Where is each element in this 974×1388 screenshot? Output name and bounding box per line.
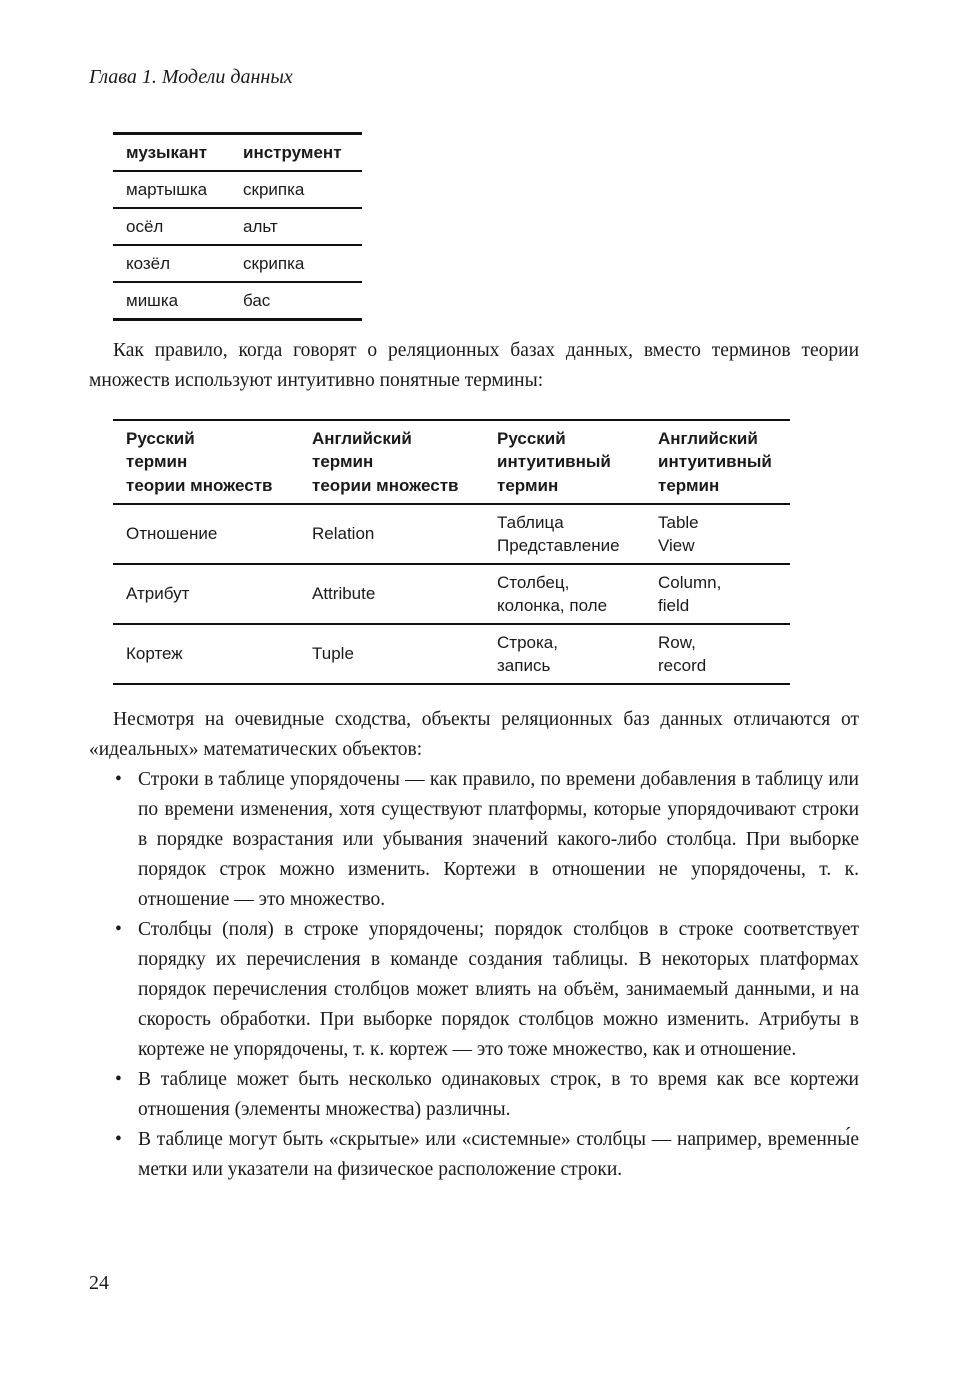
running-head: Глава 1. Модели данных: [89, 66, 293, 88]
table-row: [113, 171, 362, 208]
table-cell: [113, 624, 299, 684]
cell-text: Table: [658, 512, 699, 532]
bullet-icon: •: [115, 1069, 122, 1090]
paragraph-text: Несмотря на очевидные сходства, объекты реляционных баз данных отличаются от «идеальных» математических объектов:: [89, 709, 859, 760]
header-line: интуитивный: [497, 452, 611, 472]
header-line: теории множеств: [312, 475, 459, 495]
table-row: [113, 564, 790, 624]
table-row: [113, 208, 362, 245]
list-item: [89, 915, 859, 1065]
table-cell: [484, 564, 645, 624]
paragraph-differences: [89, 705, 859, 765]
cell-text: Таблица: [497, 512, 564, 532]
cell-text: Attribute: [312, 584, 376, 604]
header-line: Русский: [126, 428, 195, 448]
table-row: [113, 245, 362, 282]
cell-text: Атрибут: [126, 584, 190, 604]
cell-text: Строка,: [497, 632, 558, 652]
table-cell: [484, 504, 645, 564]
table-cell: [645, 624, 790, 684]
cell-text: Кортеж: [126, 644, 183, 664]
table-cell: осёл: [113, 208, 230, 245]
cell-text: record: [658, 656, 707, 675]
cell-text: Row,: [658, 632, 696, 652]
list-item-text: В таблице могут быть «скрытые» или «системные» столбцы — например, временны́е метки или указатели на физическое расположение строки.: [138, 1129, 859, 1180]
table-header-row: [113, 134, 362, 172]
cell-text: колонка, поле: [497, 596, 608, 615]
table-row: [113, 282, 362, 320]
header-line: термин: [312, 452, 374, 472]
cell-text: Отношение: [126, 524, 218, 544]
header-line: термин: [658, 475, 720, 495]
cell-text: Столбец,: [497, 572, 570, 592]
list-item: [89, 765, 859, 915]
table-cell: [484, 624, 645, 684]
table-cell: [299, 624, 484, 684]
table-cell: мишка: [113, 282, 230, 320]
header-cell: инструмент: [230, 134, 362, 172]
header-cell: [113, 420, 299, 504]
table-row: [113, 504, 790, 564]
header-line: термин: [126, 452, 188, 472]
header-line: интуитивный: [658, 452, 772, 472]
header-cell: [645, 420, 790, 504]
list-item: [89, 1065, 859, 1125]
table-cell: [645, 504, 790, 564]
cell-text: запись: [497, 656, 551, 675]
list-item-text: Строки в таблице упорядочены — как правило, по времени добавления в таблицу или по времени изменения, хотя существуют платформы, которые упорядочивают строки в порядке возрастания или убывания значений какого-либо столбца. При выборке порядок строк можно изменить. Кортежи в отношении не упорядочены, т. к. отношение — это множество.: [138, 769, 859, 910]
table-cell: скрипка: [230, 245, 362, 282]
table-cell: бас: [230, 282, 362, 320]
terms-table: [113, 419, 790, 685]
list-item-text: Столбцы (поля) в строке упорядочены; порядок столбцов в строке соответствует порядку их перечисления в команде создания таблицы. В некоторых платформах порядок перечисления столбцов может влиять на объём, занимаемый данными, и на скорость обработки. При выборке порядок столбцов можно изменить. Атрибуты в кортеже не упорядочены, т. к. кортеж — это тоже множество, как и отношение.: [138, 919, 859, 1060]
paragraph-intro: [89, 336, 859, 396]
cell-text: Представление: [497, 536, 620, 555]
table-header-row: [113, 420, 790, 504]
table-cell: скрипка: [230, 171, 362, 208]
bullet-icon: •: [115, 769, 122, 790]
table-cell: [113, 564, 299, 624]
table-cell: [299, 564, 484, 624]
cell-text: Tuple: [312, 644, 354, 664]
header-line: Английский: [312, 428, 412, 448]
table-cell: [299, 504, 484, 564]
header-line: Английский: [658, 428, 758, 448]
header-cell: [484, 420, 645, 504]
paragraph-text: Как правило, когда говорят о реляционных базах данных, вместо терминов теории множеств используют интуитивно понятные термины:: [89, 340, 859, 391]
header-cell: музыкант: [113, 134, 230, 172]
cell-text: Column,: [658, 572, 722, 592]
bullet-icon: •: [115, 1129, 122, 1150]
list-item-text: В таблице может быть несколько одинаковых строк, в то время как все кортежи отношения (элементы множества) различны.: [138, 1069, 859, 1120]
header-cell: [299, 420, 484, 504]
table-cell: [113, 504, 299, 564]
bullet-icon: •: [115, 919, 122, 940]
table-cell: мартышка: [113, 171, 230, 208]
table-cell: козёл: [113, 245, 230, 282]
list-item: [89, 1125, 859, 1185]
cell-text: field: [658, 596, 690, 615]
differences-list: [89, 765, 859, 1185]
musicians-table: [113, 132, 362, 321]
header-line: термин: [497, 475, 559, 495]
page-number: 24: [89, 1272, 109, 1294]
table-cell: [645, 564, 790, 624]
table-cell: альт: [230, 208, 362, 245]
cell-text: Relation: [312, 524, 375, 544]
table-row: [113, 624, 790, 684]
header-line: теории множеств: [126, 475, 273, 495]
header-line: Русский: [497, 428, 566, 448]
cell-text: View: [658, 536, 695, 555]
